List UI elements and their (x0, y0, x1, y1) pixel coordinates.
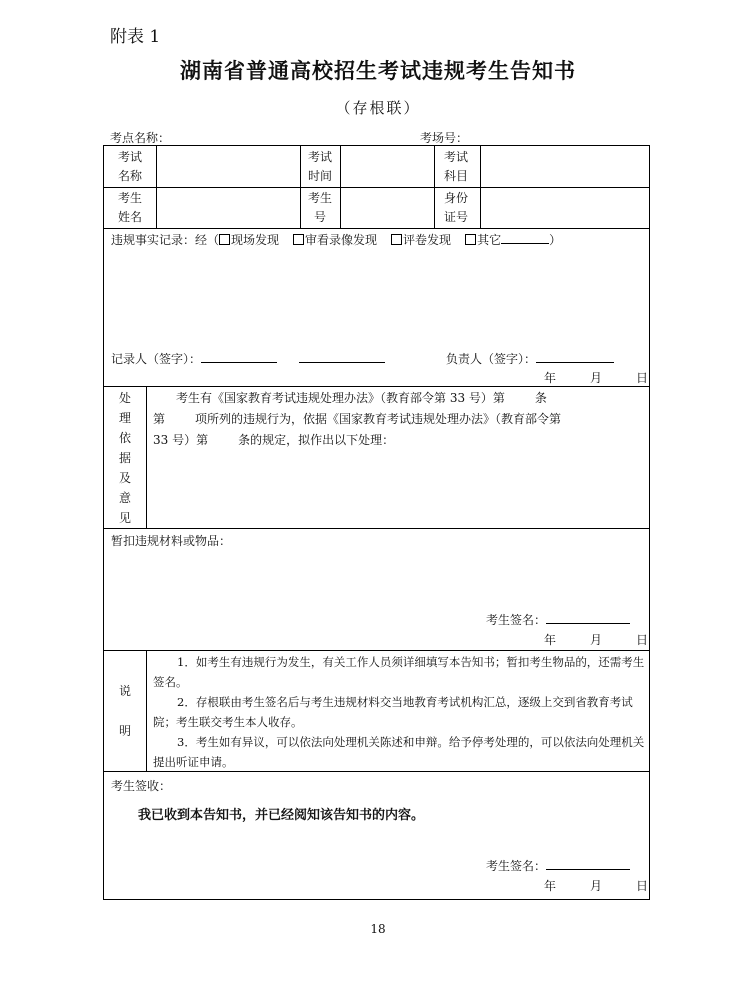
handling-line-2 (153, 410, 561, 428)
receipt-label: 考生签收： (111, 779, 172, 793)
recorder2-signature-field[interactable] (299, 350, 385, 363)
page-number: 18 (370, 922, 386, 936)
side-char: 意 (118, 491, 131, 505)
row-divider (104, 228, 649, 229)
handling-text: 条 (534, 391, 547, 405)
violation-record-suffix: ） (549, 233, 562, 247)
option-video-review: 审看录像发现 (305, 233, 378, 247)
receipt-signature-line (486, 857, 630, 875)
option-on-site: 现场发现 (231, 233, 280, 247)
seized-signature-line (486, 611, 630, 629)
notes-side-char: 明 (118, 724, 131, 738)
row-divider (104, 187, 649, 188)
option-other: 其它 (477, 233, 502, 247)
signature-label: 考生签名： (486, 613, 547, 627)
side-char: 理 (118, 411, 131, 425)
column-divider (434, 146, 435, 228)
column-divider (146, 386, 147, 528)
row-divider (104, 386, 649, 387)
notice-form (103, 145, 650, 900)
exam-subject-label: 考试 科目 (443, 150, 468, 183)
appendix-label: 附表 1 (110, 27, 161, 47)
side-char: 据 (118, 451, 131, 465)
checkbox-icon[interactable] (465, 234, 476, 245)
month-label: 月 (590, 633, 603, 647)
handling-line-3 (153, 431, 394, 449)
side-char: 见 (118, 511, 131, 525)
checkbox-icon[interactable] (219, 234, 230, 245)
other-underline (501, 231, 549, 244)
receipt-signature-field[interactable] (546, 857, 630, 870)
recorder-signature-line (111, 350, 385, 368)
note-item: 2．存根联由考生签名后与考生违规材料交当地教育考试机构汇总，逐级上交到省教育考试院；考生联交考生本人收存。 (153, 695, 633, 729)
column-divider (156, 146, 157, 228)
handling-text: 考生有《国家教育考试违规处理办法》（教育部令第 33 号）第 (176, 391, 505, 405)
handling-line-1 (176, 389, 547, 407)
month-label: 月 (590, 879, 603, 893)
note-item: 1．如考生有违规行为发生，有关工作人员须详细填写本告知书；暂扣考生物品的，还需考生签名。 (153, 655, 645, 689)
exam-site-label: 考点名称： (110, 131, 171, 145)
checkbox-icon[interactable] (391, 234, 402, 245)
receipt-date (544, 877, 648, 894)
month-label: 月 (590, 371, 603, 385)
receipt-statement: 我已收到本告知书，并已经阅知该告知书的内容。 (138, 808, 425, 823)
document-subtitle: （存根联） (335, 99, 421, 117)
exam-name-label: 考试 名称 (117, 150, 142, 183)
notes-side-char: 说 (118, 684, 131, 698)
responsible-signature-field[interactable] (536, 350, 614, 363)
violation-date (544, 369, 648, 386)
responsible-signature-line (446, 350, 614, 368)
candidate-number-label: 考生 号 (307, 191, 332, 224)
year-label: 年 (544, 371, 557, 385)
day-label: 日 (636, 633, 649, 647)
id-number-label: 身份 证号 (443, 191, 468, 224)
exam-room-label: 考场号： (420, 131, 469, 145)
year-label: 年 (544, 633, 557, 647)
handling-text: 33 号）第 (153, 433, 209, 447)
exam-time-label: 考试 时间 (307, 150, 332, 183)
candidate-signature-field[interactable] (546, 611, 630, 624)
handling-text: 条的规定，拟作出以下处理： (238, 433, 395, 447)
row-divider (104, 528, 649, 529)
document-title: 湖南省普通高校招生考试违规考生告知书 (180, 58, 576, 83)
day-label: 日 (636, 371, 649, 385)
side-char: 处 (118, 391, 131, 405)
violation-record-prefix: 违规事实记录：经（ (111, 233, 220, 247)
signature-label: 考生签名： (486, 859, 547, 873)
column-divider (480, 146, 481, 228)
recorder-label: 记录人（签字）： (111, 352, 202, 366)
seized-date (544, 631, 648, 648)
violation-record-line (111, 231, 561, 249)
seized-items-label: 暂扣违规材料或物品： (111, 534, 232, 548)
recorder-signature-field[interactable] (201, 350, 277, 363)
option-grading: 评卷发现 (403, 233, 452, 247)
handling-text: 第 (153, 412, 166, 426)
column-divider (340, 146, 341, 228)
note-item: 3．考生如有异议，可以依法向处理机关陈述和申辩。给予停考处理的，可以依法向处理机关提出听证申请。 (153, 735, 645, 769)
candidate-name-label: 考生 姓名 (117, 191, 142, 224)
year-label: 年 (544, 879, 557, 893)
side-char: 及 (118, 471, 131, 485)
handling-text: 项所列的违规行为，依据《国家教育考试违规处理办法》（教育部令第 (195, 412, 562, 426)
side-char: 依 (118, 431, 131, 445)
responsible-label: 负责人（签字）： (446, 352, 537, 366)
day-label: 日 (636, 879, 649, 893)
column-divider (146, 650, 147, 771)
row-divider (104, 650, 649, 651)
checkbox-icon[interactable] (293, 234, 304, 245)
